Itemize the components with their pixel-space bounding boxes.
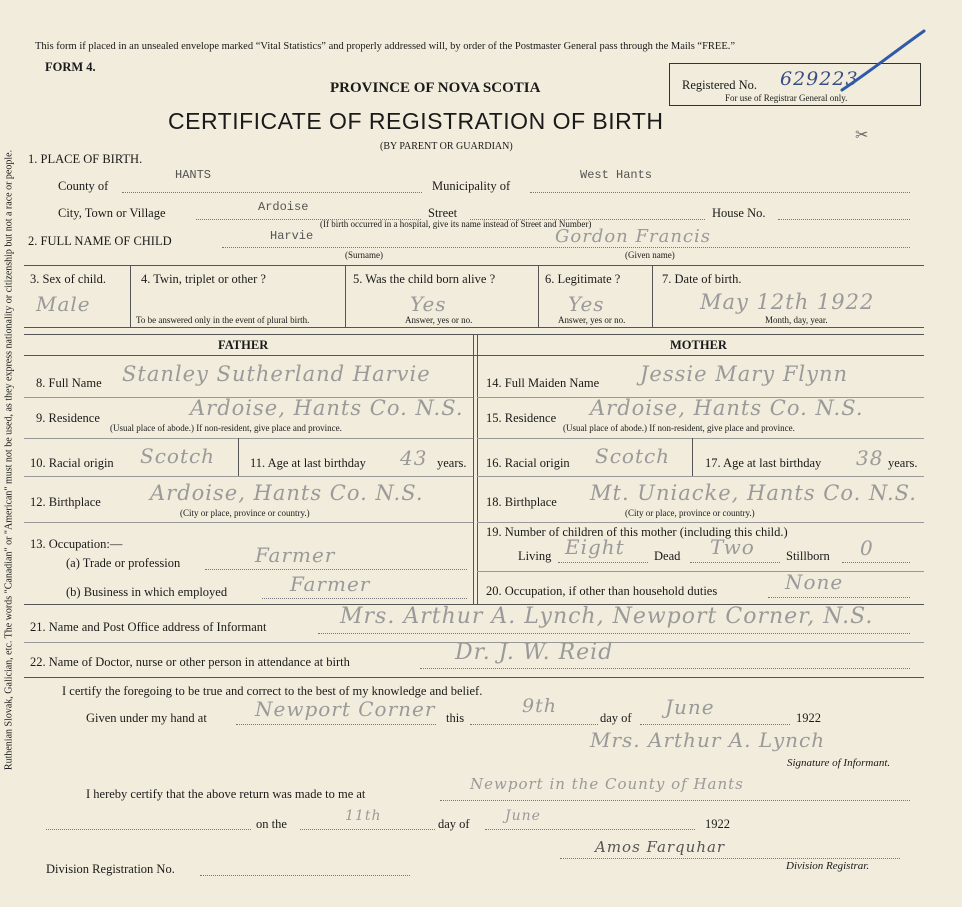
mother-birthplace: Mt. Uniacke, Hants Co. N.S. [590, 481, 917, 505]
mother-race: Scotch [595, 444, 671, 468]
place-heading: 1. PLACE OF BIRTH. [28, 152, 143, 166]
registrar-year: 1922 [705, 817, 730, 831]
children-label: 19. Number of children of this mother (including this child.) [486, 525, 788, 539]
registered-number: 629223 [780, 68, 859, 90]
informant-signature: Mrs. Arthur A. Lynch [590, 728, 826, 752]
twin-note: To be answered only in the event of plural birth. [136, 315, 310, 325]
sex-value: Male [36, 292, 91, 316]
father-trade-label: (a) Trade or profession [66, 556, 181, 570]
father-heading: FATHER [218, 338, 269, 352]
dead-label: Dead [654, 549, 681, 563]
twin-label: 4. Twin, triplet or other ? [141, 272, 266, 286]
father-birthplace-label: 12. Birthplace [30, 495, 101, 509]
division-registration-label: Division Registration No. [46, 862, 175, 876]
cert-month: June [665, 695, 715, 719]
clip-mark: ✂ [855, 127, 869, 144]
given-under-label: Given under my hand at [86, 711, 207, 725]
municipality-value: West Hants [580, 168, 653, 182]
form-number: FORM 4. [45, 60, 96, 74]
doctor-value: Dr. J. W. Reid [455, 640, 614, 665]
mother-occupation: None [785, 570, 844, 594]
father-race-label: 10. Racial origin [30, 456, 114, 470]
legit-label: 6. Legitimate ? [545, 272, 621, 286]
city-label: City, Town or Village [58, 206, 166, 220]
province-heading: PROVINCE OF NOVA SCOTIA [330, 80, 541, 96]
father-birthplace: Ardoise, Hants Co. N.S. [150, 481, 424, 505]
father-years: years. [437, 456, 467, 470]
given-caption: (Given name) [625, 250, 675, 260]
father-race: Scotch [140, 444, 216, 468]
registrar-place: Newport in the County of Hants [470, 775, 744, 793]
father-birth-note: (City or place, province or country.) [180, 508, 310, 518]
top-notice: This form if placed in an unsealed envelope marked “Vital Statistics” and properly addressed will, by order of the Postmaster General pass through the Mails “FREE.” [35, 41, 736, 52]
on-the-label: on the [256, 817, 287, 831]
stillborn-label: Stillborn [786, 549, 830, 563]
stillborn-value: 0 [860, 536, 874, 560]
side-note: Ruthenian Slovak, Galician, etc. The words "Canadian" or "American" must not be used, as they express nationality or citizenship but not a race or people. [3, 149, 15, 771]
dob-note: Month, day, year. [765, 315, 828, 325]
mother-occupation-label: 20. Occupation, if other than household duties [486, 584, 718, 598]
father-trade: Farmer [255, 543, 336, 567]
alive-note: Answer, yes or no. [405, 315, 473, 325]
alive-label: 5. Was the child born alive ? [353, 272, 496, 286]
municipality-label: Municipality of [432, 179, 511, 193]
mother-race-label: 16. Racial origin [486, 456, 570, 470]
subtitle: (BY PARENT OR GUARDIAN) [380, 141, 513, 152]
father-res-note: (Usual place of abode.) If non-resident, give place and province. [110, 423, 342, 433]
registrar-signature: Amos Farquhar [595, 838, 726, 856]
informant-label: 21. Name and Post Office address of Informant [30, 620, 267, 634]
mother-heading: MOTHER [670, 338, 727, 352]
surname-caption: (Surname) [345, 250, 383, 260]
cert-year: 1922 [796, 711, 821, 725]
cert-statement: I certify the foregoing to be true and correct to the best of my knowledge and belief. [62, 684, 483, 698]
father-business: Farmer [290, 572, 371, 596]
hospital-note: (If birth occurred in a hospital, give its name instead of Street and Number) [320, 219, 592, 229]
mother-name-label: 14. Full Maiden Name [486, 376, 600, 390]
mother-residence: Ardoise, Hants Co. N.S. [590, 396, 864, 420]
mother-age: 38 [856, 446, 884, 470]
living-value: Eight [565, 535, 625, 559]
registrar-statement: I hereby certify that the above return was made to me at [86, 787, 366, 801]
mother-age-label: 17. Age at last birthday [705, 456, 822, 470]
county-value: HANTS [175, 168, 212, 182]
father-occupation-label: 13. Occupation:— [30, 537, 123, 551]
signature-caption: Signature of Informant. [787, 757, 891, 769]
mother-birth-note: (City or place, province or country.) [625, 508, 755, 518]
county-label: County of [58, 179, 109, 193]
father-age-label: 11. Age at last birthday [250, 456, 366, 470]
registered-label: Registered No. [682, 78, 757, 92]
cert-day: 9th [522, 695, 557, 717]
dob-value: May 12th 1922 [700, 290, 875, 314]
page-title: CERTIFICATE OF REGISTRATION OF BIRTH [168, 108, 664, 134]
city-value: Ardoise [258, 200, 309, 214]
alive-value: Yes [410, 292, 447, 316]
father-name-label: 8. Full Name [36, 376, 102, 390]
mother-birthplace-label: 18. Birthplace [486, 495, 557, 509]
doctor-label: 22. Name of Doctor, nurse or other person in attendance at birth [30, 655, 350, 669]
father-age: 43 [400, 446, 428, 470]
registrar-day-of: day of [438, 817, 470, 831]
dob-label: 7. Date of birth. [662, 272, 742, 286]
house-label: House No. [712, 206, 766, 220]
mother-name: Jessie Mary Flynn [640, 362, 849, 386]
registrar-month: June [505, 808, 541, 824]
blue-check-mark [838, 28, 928, 98]
father-residence-label: 9. Residence [36, 411, 100, 425]
registrar-caption: Division Registrar. [786, 860, 870, 872]
informant-value: Mrs. Arthur A. Lynch, Newport Corner, N.S. [340, 604, 874, 629]
sex-label: 3. Sex of child. [30, 272, 107, 286]
legit-note: Answer, yes or no. [558, 315, 626, 325]
cert-place: Newport Corner [255, 697, 436, 721]
child-given-name: Gordon Francis [555, 226, 711, 247]
father-name: Stanley Sutherland Harvie [122, 362, 431, 386]
this-label: this [446, 711, 465, 725]
registered-note: For use of Registrar General only. [725, 93, 848, 103]
mother-res-note: (Usual place of abode.) If non-resident, give place and province. [563, 423, 795, 433]
living-label: Living [518, 549, 552, 563]
dead-value: Two [710, 535, 755, 559]
child-surname: Harvie [270, 229, 314, 243]
mother-residence-label: 15. Residence [486, 411, 557, 425]
father-residence: Ardoise, Hants Co. N.S. [190, 396, 464, 420]
legit-value: Yes [568, 292, 605, 316]
child-name-label: 2. FULL NAME OF CHILD [28, 234, 172, 248]
registrar-day: 11th [345, 808, 382, 824]
day-of-label: day of [600, 711, 632, 725]
father-business-label: (b) Business in which employed [66, 585, 228, 599]
mother-years: years. [888, 456, 918, 470]
street-label: Street [428, 206, 458, 220]
